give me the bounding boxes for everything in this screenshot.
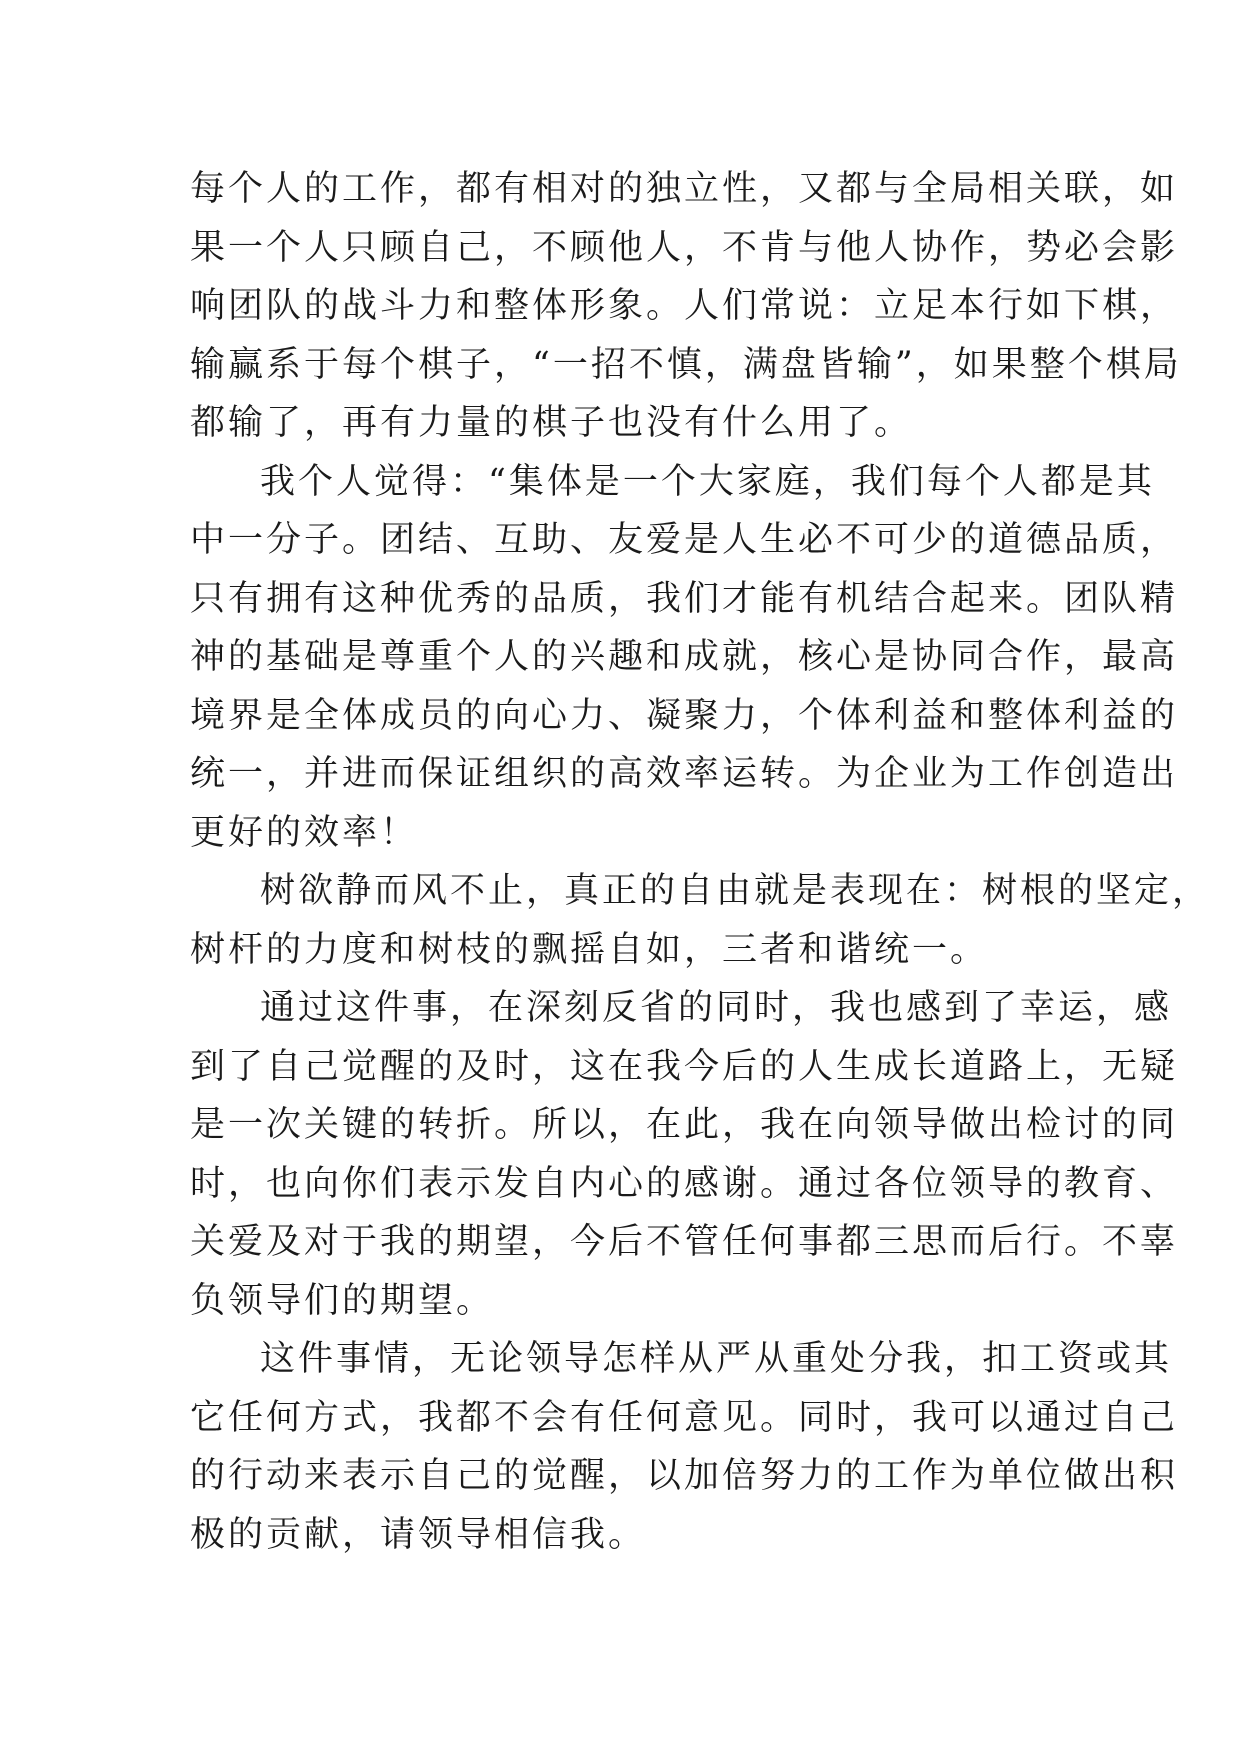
text-line: 我个人觉得：“集体是一个大家庭，我们每个人都是其 bbox=[260, 461, 1155, 502]
text-line: 通过这件事，在深刻反省的同时，我也感到了幸运，感 bbox=[260, 988, 1173, 1028]
text-line: 每个人的工作，都有相对的独立性，又都与全局相关联，如 bbox=[190, 169, 1179, 209]
text-line: 的行动来表示自己的觉醒，以加倍努力的工作为单位做出积 bbox=[190, 1456, 1179, 1496]
text-line: 只有拥有这种优秀的品质，我们才能有机结合起来。团队精 bbox=[190, 578, 1179, 619]
text-line: 是一次关键的转折。所以，在此，我在向领导做出检讨的同 bbox=[190, 1105, 1179, 1145]
text-line: 负领导们的期望。 bbox=[190, 1280, 495, 1321]
paragraph-2 bbox=[190, 453, 1179, 863]
paragraph-3 bbox=[190, 862, 1211, 979]
text-line: 果一个人只顾自己，不顾他人，不肯与他人协作，势必会影 bbox=[190, 227, 1179, 268]
text-line: 这件事情，无论领导怎样从严从重处分我，扣工资或其 bbox=[260, 1339, 1173, 1379]
text-line: 时，也向你们表示发自内心的感谢。通过各位领导的教育、 bbox=[190, 1163, 1179, 1204]
text-line: 树杆的力度和树枝的飘摇自如，三者和谐统一。 bbox=[190, 929, 989, 970]
text-line: 输赢系于每个棋子，“一招不慎，满盘皆输”，如果整个棋局 bbox=[190, 344, 1182, 385]
text-line: 更好的效率！ bbox=[190, 812, 419, 853]
text-line: 极的贡献，请领导相信我。 bbox=[190, 1514, 647, 1555]
paragraph-4 bbox=[190, 979, 1179, 1330]
text-line: 到了自己觉醒的及时，这在我今后的人生成长道路上，无疑 bbox=[190, 1046, 1179, 1087]
text-line: 都输了，再有力量的棋子也没有什么用了。 bbox=[190, 403, 913, 443]
text-line: 关爱及对于我的期望，今后不管任何事都三思而后行。不辜 bbox=[190, 1222, 1179, 1262]
text-line: 响团队的战斗力和整体形象。人们常说：立足本行如下棋， bbox=[190, 286, 1179, 326]
text-line: 统一，并进而保证组织的高效率运转。为企业为工作创造出 bbox=[190, 754, 1179, 794]
paragraph-5 bbox=[190, 1330, 1179, 1564]
text-line: 中一分子。团结、互助、友爱是人生必不可少的道德品质， bbox=[190, 520, 1179, 560]
text-line: 境界是全体成员的向心力、凝聚力，个体利益和整体利益的 bbox=[190, 695, 1179, 736]
text-line: 它任何方式，我都不会有任何意见。同时，我可以通过自己 bbox=[190, 1397, 1179, 1438]
text-line: 神的基础是尊重个人的兴趣和成就，核心是协同合作，最高 bbox=[190, 637, 1179, 677]
document-body bbox=[190, 160, 1211, 1564]
text-line: 树欲静而风不止，真正的自由就是表现在：树根的坚定， bbox=[260, 871, 1211, 911]
paragraph-1 bbox=[190, 160, 1182, 453]
